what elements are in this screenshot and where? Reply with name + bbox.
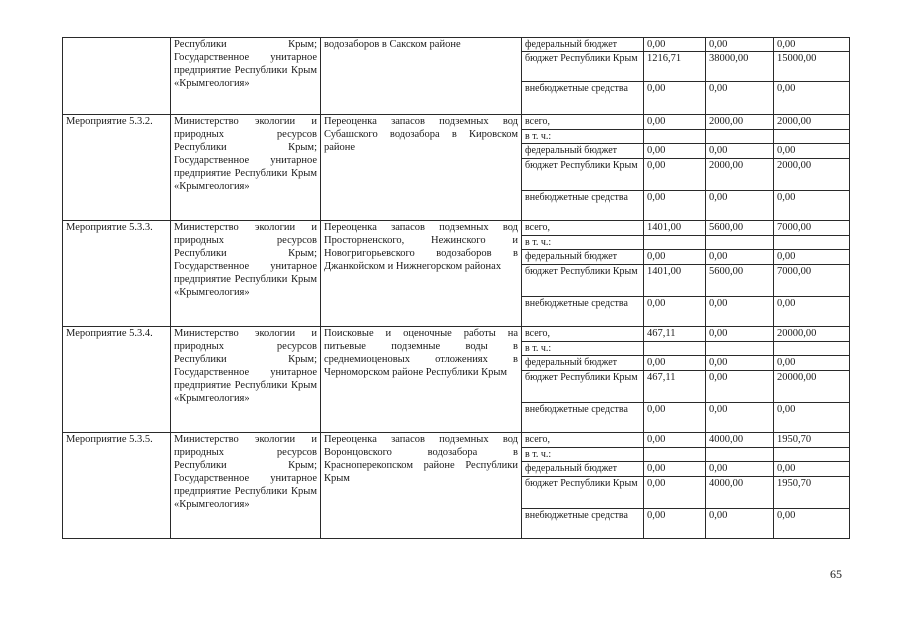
amount-cell: 0,00 <box>774 144 850 159</box>
funding-source: в т. ч.: <box>522 342 644 356</box>
funding-source: всего, <box>522 221 644 236</box>
amount-cell <box>774 236 850 250</box>
description-cell: Переоценка запасов подземных вод Субашского водозабора в Кировском районе <box>321 115 522 221</box>
funding-source: внебюджетные средства <box>522 403 644 433</box>
amount-cell: 4000,00 <box>706 477 774 509</box>
amount-cell: 20000,00 <box>774 371 850 403</box>
amount-cell: 2000,00 <box>774 159 850 191</box>
amount-cell <box>774 448 850 462</box>
amount-cell: 0,00 <box>706 509 774 539</box>
amount-cell: 0,00 <box>774 462 850 477</box>
amount-cell: 0,00 <box>706 250 774 265</box>
amount-cell: 0,00 <box>706 144 774 159</box>
funding-source: федеральный бюджет <box>522 356 644 371</box>
amount-cell: 2000,00 <box>706 115 774 130</box>
measure-label <box>63 38 171 115</box>
amount-cell: 2000,00 <box>706 159 774 191</box>
amount-cell: 0,00 <box>644 462 706 477</box>
amount-cell <box>706 342 774 356</box>
amount-cell: 0,00 <box>706 297 774 327</box>
measure-label: Мероприятие 5.3.5. <box>63 433 171 539</box>
amount-cell: 0,00 <box>706 462 774 477</box>
amount-cell: 5600,00 <box>706 265 774 297</box>
funding-source: федеральный бюджет <box>522 462 644 477</box>
amount-cell: 0,00 <box>644 159 706 191</box>
funding-source: бюджет Республики Крым <box>522 371 644 403</box>
amount-cell <box>644 342 706 356</box>
amount-cell: 0,00 <box>644 82 706 115</box>
amount-cell: 0,00 <box>644 433 706 448</box>
amount-cell: 0,00 <box>644 250 706 265</box>
amount-cell: 1216,71 <box>644 52 706 82</box>
table-row <box>63 115 850 130</box>
amount-cell: 0,00 <box>644 297 706 327</box>
funding-source: бюджет Республики Крым <box>522 159 644 191</box>
amount-cell: 0,00 <box>706 356 774 371</box>
amount-cell: 0,00 <box>644 115 706 130</box>
description-cell: водозаборов в Сакском районе <box>321 38 522 115</box>
amount-cell <box>774 342 850 356</box>
funding-source: федеральный бюджет <box>522 144 644 159</box>
amount-cell <box>706 130 774 144</box>
amount-cell: 0,00 <box>774 403 850 433</box>
table-row <box>63 433 850 448</box>
amount-cell: 0,00 <box>774 38 850 52</box>
description-cell: Поисковые и оценочные работы на питьевые подземные воды в среднемиоценовых отложениях в Черноморском районе Республики Крым <box>321 327 522 433</box>
executor-cell: Министерство экологии и природных ресурсов Республики Крым; Государственное унитарное предприятие Республики Крым «Крымгеология» <box>171 115 321 221</box>
table-row <box>63 327 850 342</box>
funding-source: бюджет Республики Крым <box>522 52 644 82</box>
amount-cell: 0,00 <box>644 477 706 509</box>
amount-cell: 1950,70 <box>774 477 850 509</box>
measure-label: Мероприятие 5.3.2. <box>63 115 171 221</box>
funding-source: внебюджетные средства <box>522 509 644 539</box>
amount-cell <box>644 130 706 144</box>
funding-source: в т. ч.: <box>522 130 644 144</box>
amount-cell: 0,00 <box>774 356 850 371</box>
amount-cell: 7000,00 <box>774 221 850 236</box>
amount-cell: 0,00 <box>706 327 774 342</box>
funding-source: в т. ч.: <box>522 448 644 462</box>
amount-cell: 0,00 <box>774 82 850 115</box>
funding-table <box>62 37 850 539</box>
amount-cell: 1401,00 <box>644 265 706 297</box>
amount-cell: 0,00 <box>706 371 774 403</box>
executor-cell: Министерство экологии и природных ресурсов Республики Крым; Государственное унитарное предприятие Республики Крым «Крымгеология» <box>171 221 321 327</box>
amount-cell <box>706 448 774 462</box>
funding-source: всего, <box>522 327 644 342</box>
amount-cell <box>644 236 706 250</box>
amount-cell: 7000,00 <box>774 265 850 297</box>
description-cell: Переоценка запасов подземных вод Просторненского, Нежинского и Новогригорьевского водозаборов в Джанкойском и Нижнегорском районах <box>321 221 522 327</box>
funding-source: внебюджетные средства <box>522 297 644 327</box>
executor-cell: Министерство экологии и природных ресурсов Республики Крым; Государственное унитарное предприятие Республики Крым «Крымгеология» <box>171 433 321 539</box>
funding-source: федеральный бюджет <box>522 38 644 52</box>
funding-source: внебюджетные средства <box>522 82 644 115</box>
amount-cell: 1401,00 <box>644 221 706 236</box>
amount-cell: 0,00 <box>774 191 850 221</box>
amount-cell: 0,00 <box>644 144 706 159</box>
executor-cell: Республики Крым; Государственное унитарное предприятие Республики Крым «Крымгеология» <box>171 38 321 115</box>
amount-cell: 38000,00 <box>706 52 774 82</box>
funding-source: бюджет Республики Крым <box>522 477 644 509</box>
funding-source: бюджет Республики Крым <box>522 265 644 297</box>
amount-cell: 0,00 <box>644 356 706 371</box>
amount-cell: 4000,00 <box>706 433 774 448</box>
amount-cell: 0,00 <box>774 297 850 327</box>
amount-cell: 2000,00 <box>774 115 850 130</box>
table-row <box>63 221 850 236</box>
table-row <box>63 38 850 52</box>
measure-label: Мероприятие 5.3.4. <box>63 327 171 433</box>
funding-source: всего, <box>522 433 644 448</box>
executor-cell: Министерство экологии и природных ресурсов Республики Крым; Государственное унитарное предприятие Республики Крым «Крымгеология» <box>171 327 321 433</box>
amount-cell: 467,11 <box>644 371 706 403</box>
amount-cell: 1950,70 <box>774 433 850 448</box>
funding-source: федеральный бюджет <box>522 250 644 265</box>
page-number: 65 <box>830 567 842 581</box>
amount-cell: 0,00 <box>644 38 706 52</box>
amount-cell: 0,00 <box>774 250 850 265</box>
funding-source: всего, <box>522 115 644 130</box>
amount-cell <box>774 130 850 144</box>
amount-cell: 5600,00 <box>706 221 774 236</box>
amount-cell: 15000,00 <box>774 52 850 82</box>
amount-cell <box>706 236 774 250</box>
amount-cell: 0,00 <box>644 509 706 539</box>
amount-cell: 0,00 <box>706 191 774 221</box>
amount-cell: 0,00 <box>706 38 774 52</box>
funding-source: внебюджетные средства <box>522 191 644 221</box>
description-cell: Переоценка запасов подземных вод Воронцовского водозабора в Красноперекопском районе Республики Крым <box>321 433 522 539</box>
amount-cell <box>644 448 706 462</box>
amount-cell: 20000,00 <box>774 327 850 342</box>
amount-cell: 467,11 <box>644 327 706 342</box>
amount-cell: 0,00 <box>706 82 774 115</box>
amount-cell: 0,00 <box>644 191 706 221</box>
funding-source: в т. ч.: <box>522 236 644 250</box>
amount-cell: 0,00 <box>644 403 706 433</box>
amount-cell: 0,00 <box>774 509 850 539</box>
measure-label: Мероприятие 5.3.3. <box>63 221 171 327</box>
amount-cell: 0,00 <box>706 403 774 433</box>
